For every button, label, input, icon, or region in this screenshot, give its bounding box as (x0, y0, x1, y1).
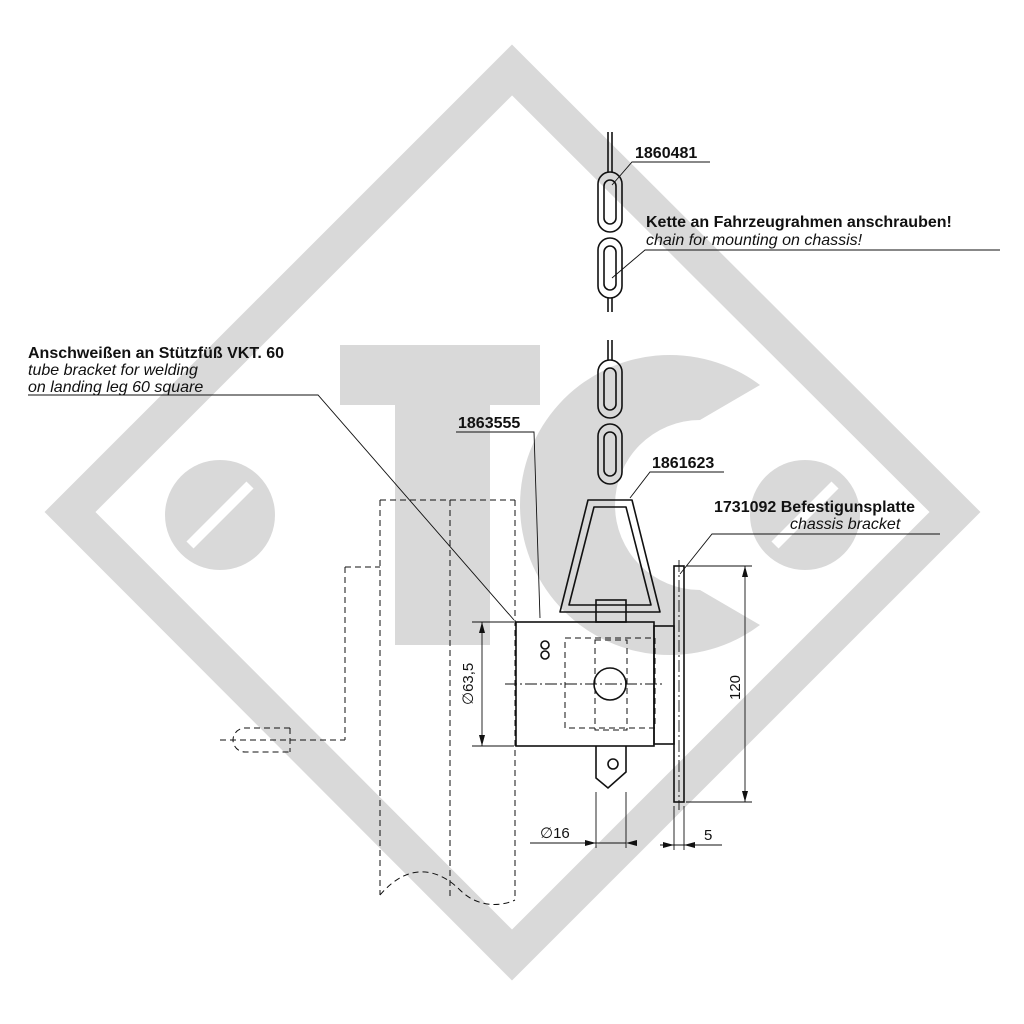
plate-part-label: 1731092 Befestigunsplatte (714, 499, 915, 516)
chain-note-de: Kette an Fahrzeugrahmen anschrauben! (646, 214, 952, 231)
plate-height-label: 120 (727, 674, 744, 700)
weld-note-en-1: tube bracket for welding (28, 362, 198, 379)
chain-note-en: chain for mounting on chassis! (646, 232, 863, 249)
weld-note-de: Anschweißen an Stützfüß VKT. 60 (28, 345, 285, 362)
triangle-part-number: 1861623 (652, 455, 715, 472)
weld-note-en-2: on landing leg 60 square (28, 379, 204, 396)
tube-diameter-label: ∅63,5 (460, 662, 477, 705)
plate-thickness-label: 5 (704, 827, 713, 844)
tube-part-number: 1863555 (458, 415, 521, 432)
plate-note-en: chassis bracket (790, 516, 901, 533)
pin-diameter-label: ∅16 (540, 825, 570, 842)
chain-part-number: 1860481 (635, 145, 698, 162)
